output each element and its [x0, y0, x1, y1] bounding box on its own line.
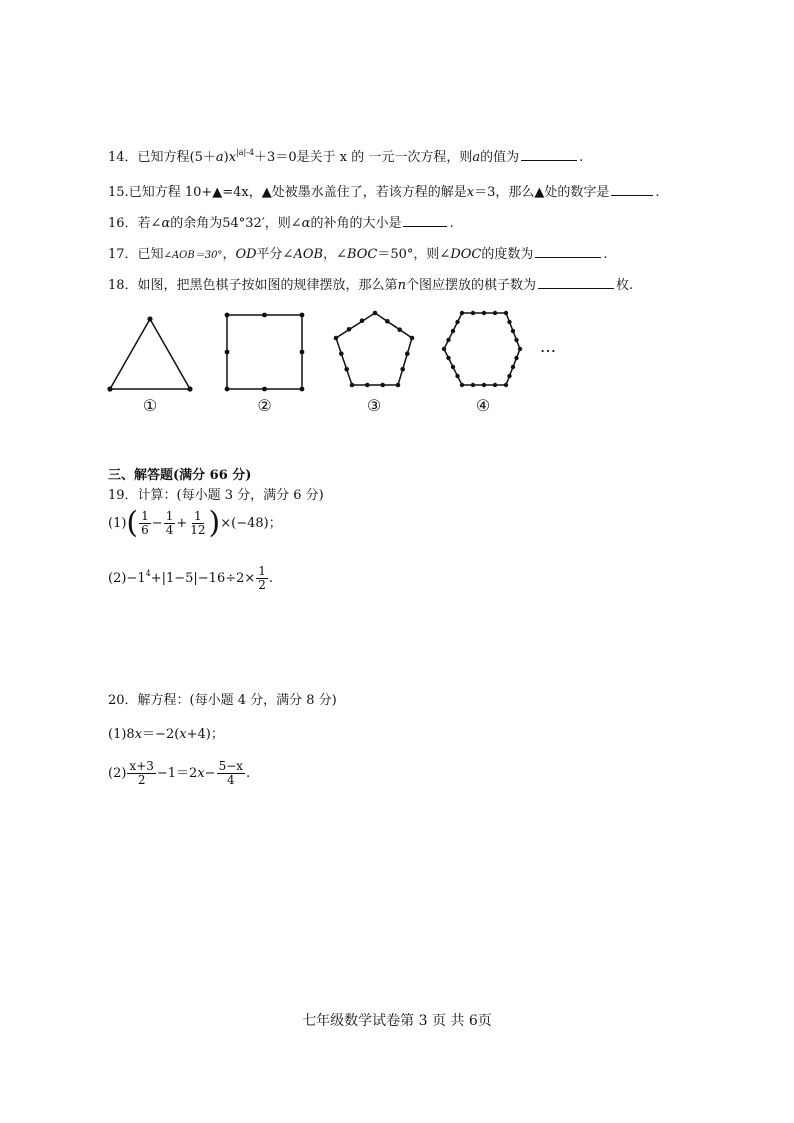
question-20-part-1: (1)8x＝−2(x+4)；: [108, 727, 224, 742]
question-20-part-2: (2) $\frac{x+3}{2}$ −1＝2x− $\frac{5-x}{4}$ .: [108, 759, 251, 787]
question-18: 18．如图，把黑色棋子按如图的规律摆放，那么第n个图应摆放的棋子数为 枚.: [108, 275, 633, 295]
fraction: $\frac{1}{12}$: [190, 509, 206, 537]
answer-blank[interactable]: [521, 147, 577, 161]
fraction: $\frac{1}{6}$: [141, 509, 149, 537]
square-figure: [225, 313, 305, 392]
question-19-title: 19．计算：(每小题 3 分，满分 6 分): [108, 488, 324, 503]
pentagon-figure: [334, 311, 415, 388]
hexagon-figure: [442, 311, 522, 387]
page-footer: 七年级数学试卷第 3 页 共 6页: [302, 1013, 492, 1029]
question-19-part-2: $(2)-1^4+|1-5|-16\div 2\times$ $\frac{1}{2}$ .: [108, 564, 274, 592]
triangle-figure: [107, 316, 192, 391]
figure-label-3: ③: [366, 396, 382, 415]
fraction: $\frac{x+3}{2}$: [129, 759, 154, 787]
fraction: $\frac{5-x}{4}$: [218, 759, 244, 787]
question-19-part-1: (1)( $\frac{1}{6}$ − $\frac{1}{4}$ + $\frac{1}{12}$ )×(−48)；: [108, 505, 282, 541]
exponent: |a|-4: [236, 148, 255, 157]
figure-label-1: ①: [142, 396, 158, 415]
fraction: $\frac{1}{4}$: [165, 509, 174, 537]
figure-label-2: ②: [257, 396, 272, 415]
polygon-pattern-figure: [100, 305, 580, 415]
answer-blank[interactable]: [611, 182, 653, 196]
question-14: 14．已知方程$(5+a)x^{|a|-4}+3=0$是关于 x 的 一元一次方程，则a的值为 .: [108, 148, 584, 165]
answer-blank[interactable]: [535, 244, 601, 258]
figure-label-4: ④: [475, 396, 491, 415]
answer-blank[interactable]: [538, 275, 614, 289]
question-17: 17．已知∠AOB＝30°，OD平分∠AOB，∠BOC＝50°，则∠DOC的度数为 .: [108, 244, 608, 265]
question-16: 16．若∠α的余角为54°32′，则∠α的补角的大小是 .: [108, 213, 454, 233]
question-20-title: 20．解方程：(每小题 4 分，满分 8 分): [108, 693, 337, 708]
ellipsis: …: [540, 337, 556, 356]
answer-blank[interactable]: [403, 213, 447, 227]
question-15: 15.已知方程 10+▲=4x，▲处被墨水盖住了，若该方程的解是x＝3，那么▲处的数字是 .: [108, 182, 660, 202]
section-title: 三、解答题(满分 66 分): [108, 468, 252, 483]
fraction: $\frac{1}{2}$: [258, 564, 266, 592]
